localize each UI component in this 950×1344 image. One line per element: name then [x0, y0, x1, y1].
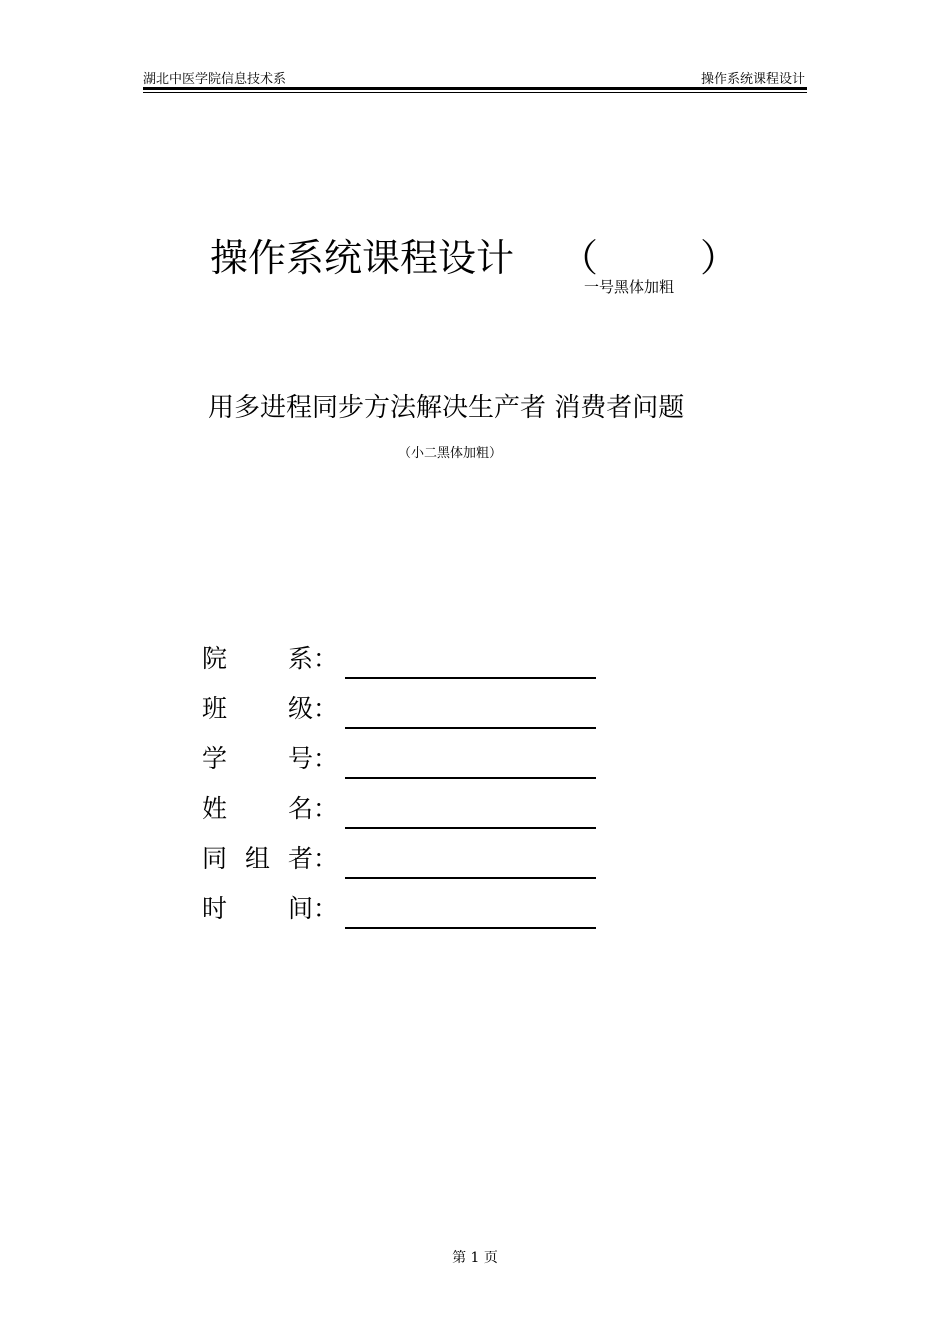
page-number: 第 1 页	[452, 1250, 498, 1266]
label-char: 级：	[288, 694, 339, 723]
label-char: 院	[202, 644, 228, 673]
student-info-form	[202, 640, 602, 940]
label-char: 间：	[288, 894, 339, 923]
title-format-note: 一号黑体加粗	[584, 278, 675, 296]
header-department: 湖北中医学院信息技术系	[143, 72, 287, 87]
subtitle-format-note: （小二黑体加粗）	[398, 446, 503, 461]
header-rule	[143, 87, 807, 90]
header-rule-thin	[143, 92, 807, 93]
info-label	[202, 692, 339, 726]
label-char: 系：	[288, 644, 339, 673]
info-label	[202, 842, 339, 876]
label-char: 组	[245, 844, 271, 873]
name-fill-line[interactable]	[345, 827, 596, 829]
label-char: 班	[202, 694, 228, 723]
info-label	[202, 792, 339, 826]
department-fill-line[interactable]	[345, 677, 596, 679]
label-char: 名：	[288, 794, 339, 823]
label-char: 者：	[288, 844, 339, 873]
title-paren-close: ）	[700, 236, 739, 280]
info-row-student-id	[202, 740, 602, 790]
info-label	[202, 892, 339, 926]
label-char: 姓	[202, 794, 228, 823]
info-row-class	[202, 690, 602, 740]
date-fill-line[interactable]	[345, 927, 596, 929]
student-id-fill-line[interactable]	[345, 777, 596, 779]
info-label	[202, 642, 339, 676]
title-paren-open: （	[560, 236, 599, 280]
page-title: 操作系统课程设计	[210, 236, 515, 280]
label-char: 同	[202, 844, 228, 873]
info-row-date	[202, 890, 602, 940]
running-header	[143, 66, 807, 94]
label-char: 时	[202, 894, 228, 923]
info-label	[202, 742, 339, 776]
info-row-group-members	[202, 840, 602, 890]
header-course-title: 操作系统课程设计	[700, 72, 805, 87]
info-row-department	[202, 640, 602, 690]
label-char: 学	[202, 744, 228, 773]
project-subtitle: 用多进程同步方法解决生产者 消费者问题	[208, 393, 685, 423]
info-row-name	[202, 790, 602, 840]
label-char: 号：	[288, 744, 339, 773]
class-fill-line[interactable]	[345, 727, 596, 729]
group-members-fill-line[interactable]	[345, 877, 596, 879]
